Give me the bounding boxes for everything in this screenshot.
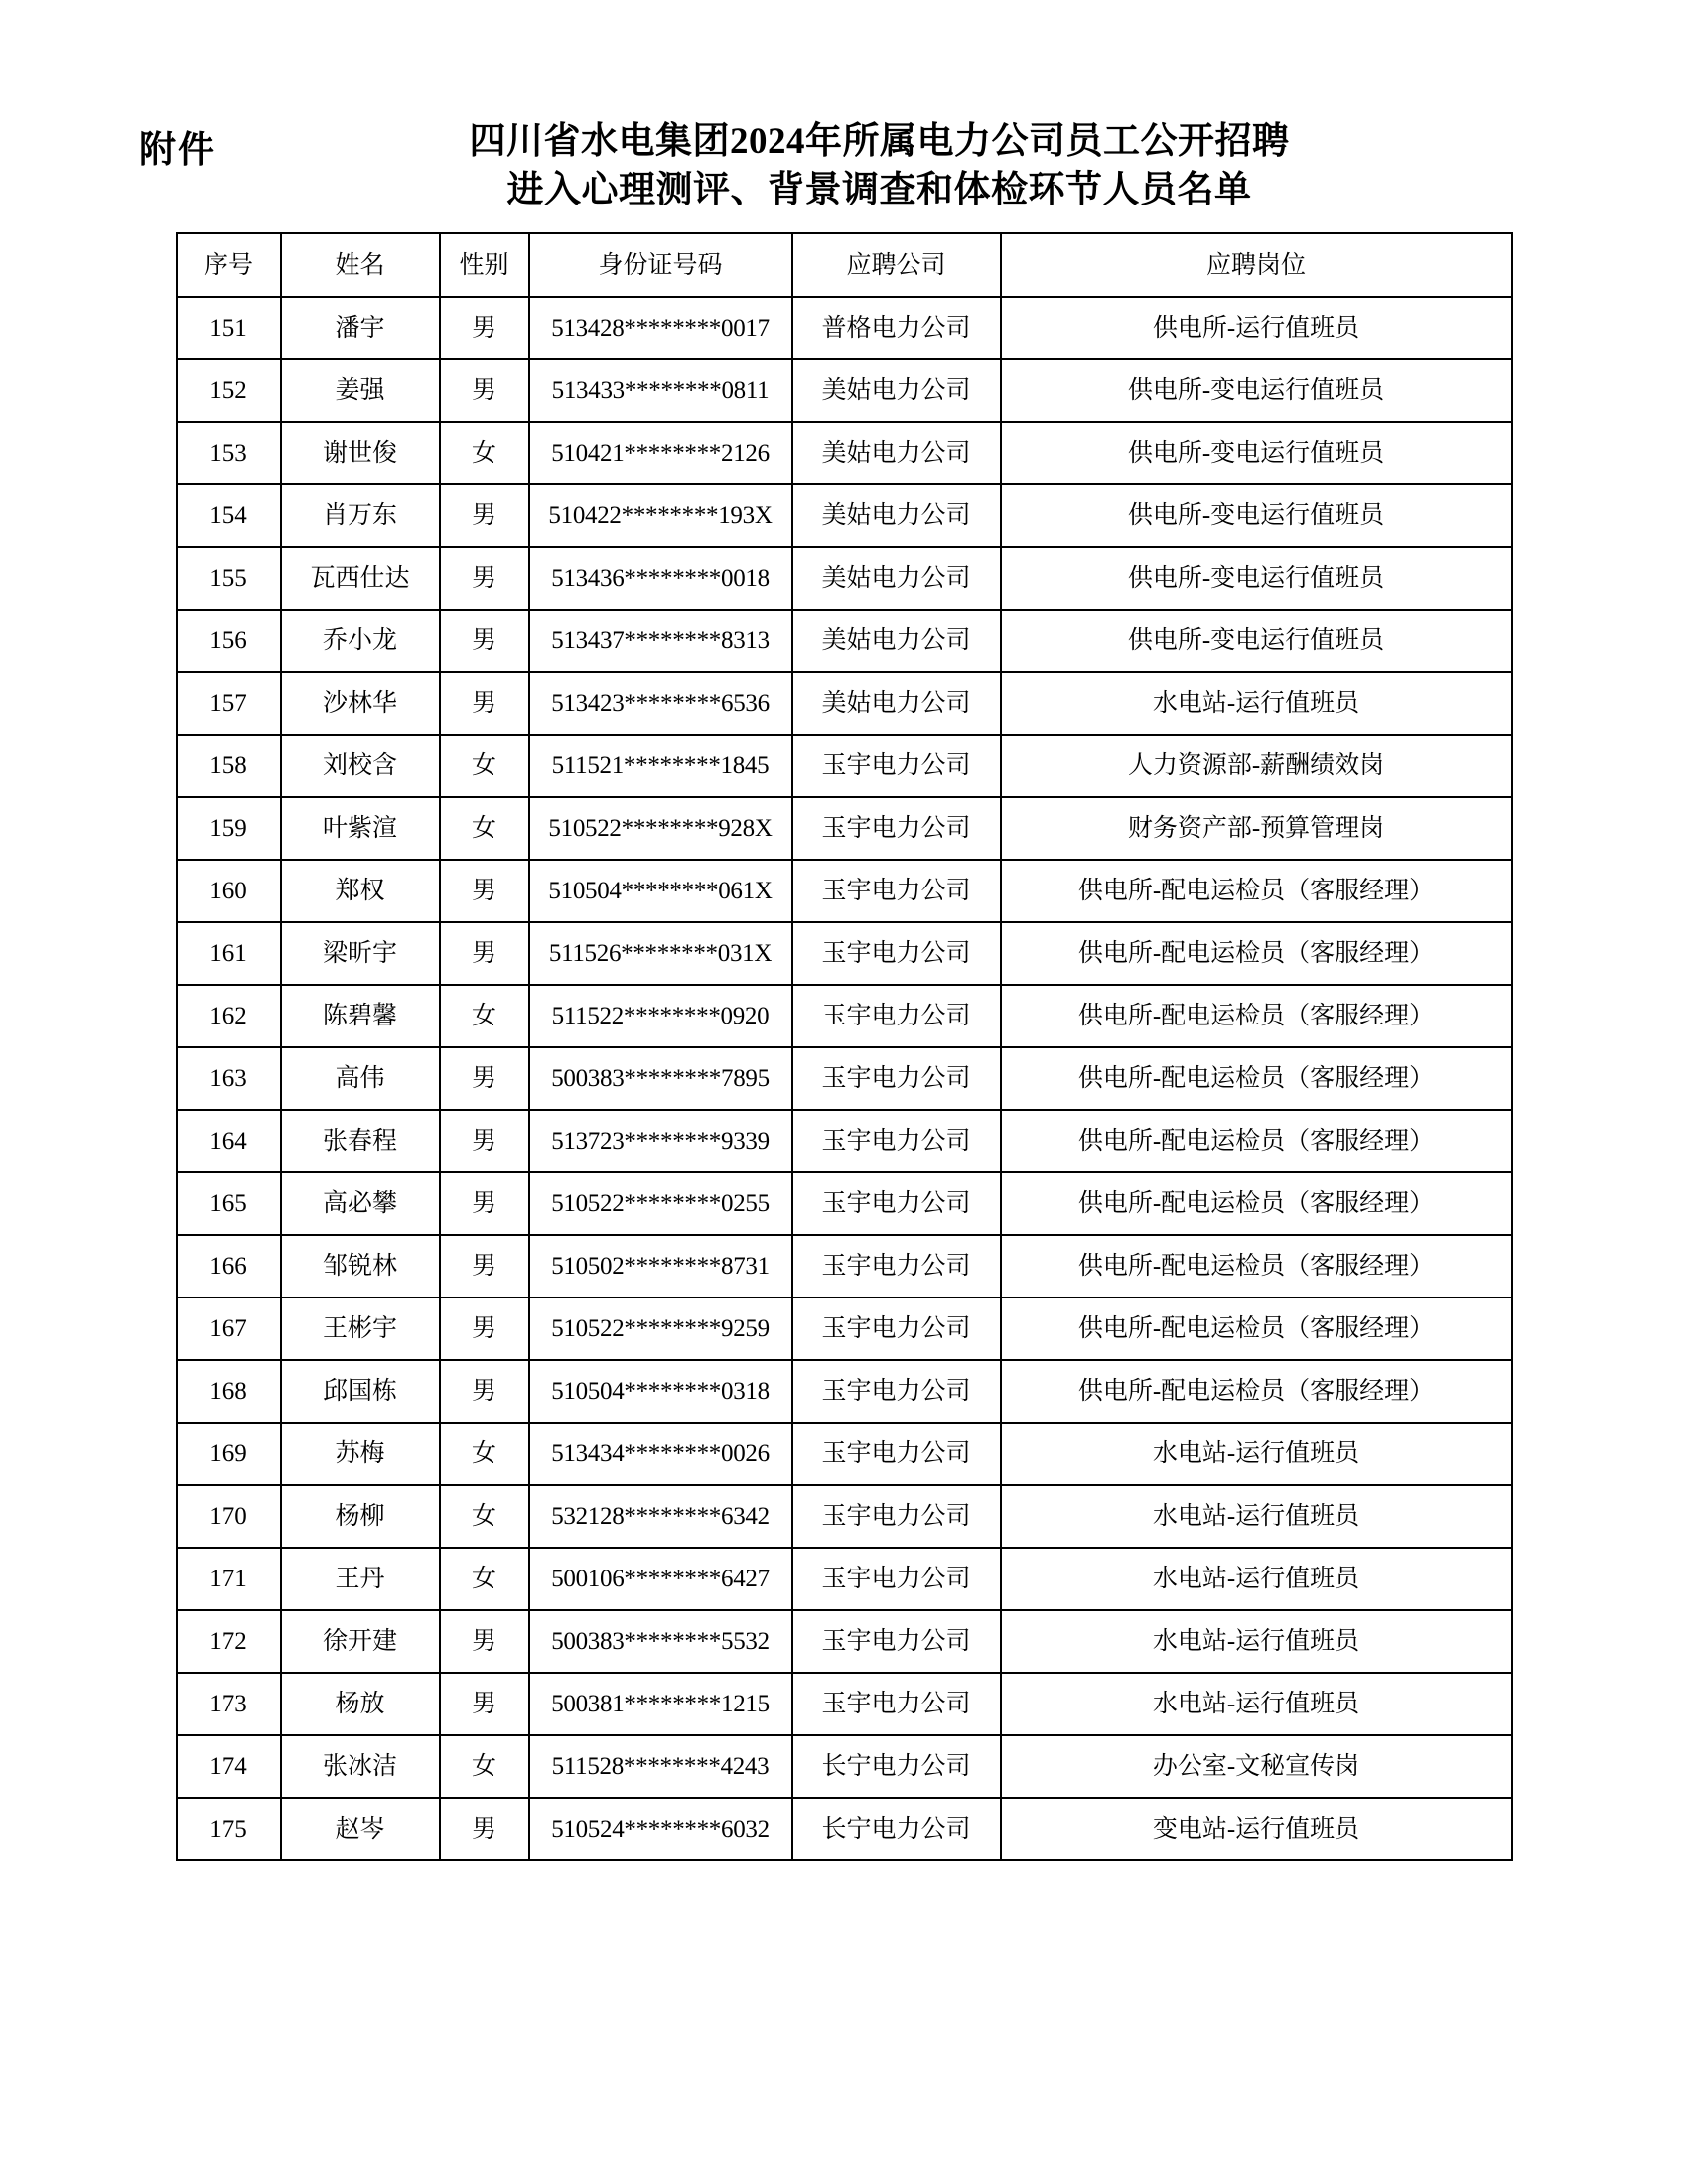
cell-gender: 男 [440, 1798, 529, 1860]
cell-id: 510502********8731 [529, 1235, 792, 1297]
cell-name: 刘校含 [281, 735, 440, 797]
cell-post: 供电所-运行值班员 [1001, 297, 1512, 359]
cell-id: 510522********928X [529, 797, 792, 860]
table-row [177, 1235, 1512, 1297]
cell-name: 谢世俊 [281, 422, 440, 484]
cell-post: 变电站-运行值班员 [1001, 1798, 1512, 1860]
cell-post: 供电所-配电运检员（客服经理） [1001, 1360, 1512, 1423]
table-row [177, 422, 1512, 484]
cell-name: 叶紫渲 [281, 797, 440, 860]
cell-id: 510522********0255 [529, 1172, 792, 1235]
cell-gender: 男 [440, 1360, 529, 1423]
title-line-2: 进入心理测评、背景调查和体检环节人员名单 [506, 170, 1252, 211]
cell-seq: 167 [177, 1297, 281, 1360]
cell-company: 玉宇电力公司 [792, 1110, 1001, 1172]
cell-id: 511521********1845 [529, 735, 792, 797]
table-row [177, 672, 1512, 735]
roster-table [176, 232, 1513, 1861]
cell-name: 高伟 [281, 1047, 440, 1110]
cell-gender: 男 [440, 672, 529, 735]
cell-id: 500381********1215 [529, 1673, 792, 1735]
cell-seq: 157 [177, 672, 281, 735]
cell-post: 水电站-运行值班员 [1001, 1673, 1512, 1735]
cell-seq: 156 [177, 610, 281, 672]
column-header-gender: 性别 [440, 233, 529, 297]
cell-post: 水电站-运行值班员 [1001, 1485, 1512, 1548]
cell-gender: 男 [440, 1673, 529, 1735]
cell-company: 玉宇电力公司 [792, 1172, 1001, 1235]
cell-name: 陈碧馨 [281, 985, 440, 1047]
cell-gender: 男 [440, 1172, 529, 1235]
cell-seq: 155 [177, 547, 281, 610]
cell-post: 供电所-变电运行值班员 [1001, 484, 1512, 547]
cell-id: 510422********193X [529, 484, 792, 547]
table-row [177, 735, 1512, 797]
cell-company: 美姑电力公司 [792, 610, 1001, 672]
cell-seq: 154 [177, 484, 281, 547]
cell-name: 瓦西仕达 [281, 547, 440, 610]
cell-post: 供电所-配电运检员（客服经理） [1001, 1110, 1512, 1172]
table-row [177, 1485, 1512, 1548]
cell-name: 王丹 [281, 1548, 440, 1610]
cell-id: 500383********5532 [529, 1610, 792, 1673]
cell-post: 供电所-变电运行值班员 [1001, 547, 1512, 610]
cell-company: 玉宇电力公司 [792, 1423, 1001, 1485]
cell-gender: 男 [440, 1297, 529, 1360]
table-row [177, 484, 1512, 547]
cell-gender: 女 [440, 1548, 529, 1610]
cell-id: 511526********031X [529, 922, 792, 985]
cell-name: 徐开建 [281, 1610, 440, 1673]
cell-seq: 174 [177, 1735, 281, 1798]
cell-company: 玉宇电力公司 [792, 1047, 1001, 1110]
cell-post: 供电所-变电运行值班员 [1001, 422, 1512, 484]
cell-gender: 男 [440, 922, 529, 985]
cell-name: 邱国栋 [281, 1360, 440, 1423]
cell-id: 510522********9259 [529, 1297, 792, 1360]
cell-seq: 173 [177, 1673, 281, 1735]
cell-seq: 161 [177, 922, 281, 985]
cell-name: 杨放 [281, 1673, 440, 1735]
cell-company: 美姑电力公司 [792, 359, 1001, 422]
cell-name: 张冰洁 [281, 1735, 440, 1798]
cell-seq: 163 [177, 1047, 281, 1110]
cell-gender: 男 [440, 547, 529, 610]
cell-seq: 172 [177, 1610, 281, 1673]
cell-seq: 175 [177, 1798, 281, 1860]
cell-gender: 女 [440, 735, 529, 797]
cell-name: 张春程 [281, 1110, 440, 1172]
table-row [177, 1610, 1512, 1673]
cell-post: 供电所-配电运检员（客服经理） [1001, 985, 1512, 1047]
cell-seq: 169 [177, 1423, 281, 1485]
table-body [177, 297, 1512, 1860]
cell-post: 水电站-运行值班员 [1001, 1610, 1512, 1673]
table-row [177, 985, 1512, 1047]
cell-seq: 168 [177, 1360, 281, 1423]
cell-gender: 女 [440, 422, 529, 484]
cell-seq: 160 [177, 860, 281, 922]
cell-id: 513437********8313 [529, 610, 792, 672]
cell-gender: 男 [440, 1235, 529, 1297]
cell-company: 玉宇电力公司 [792, 1548, 1001, 1610]
cell-name: 郑权 [281, 860, 440, 922]
cell-seq: 166 [177, 1235, 281, 1297]
cell-id: 511522********0920 [529, 985, 792, 1047]
cell-name: 赵岑 [281, 1798, 440, 1860]
cell-post: 供电所-配电运检员（客服经理） [1001, 1047, 1512, 1110]
table-header-row [177, 233, 1512, 297]
cell-gender: 女 [440, 985, 529, 1047]
cell-id: 513436********0018 [529, 547, 792, 610]
cell-post: 供电所-变电运行值班员 [1001, 610, 1512, 672]
document-header [134, 117, 1554, 214]
cell-post: 水电站-运行值班员 [1001, 1423, 1512, 1485]
cell-gender: 男 [440, 1047, 529, 1110]
cell-seq: 162 [177, 985, 281, 1047]
cell-name: 姜强 [281, 359, 440, 422]
table-row [177, 610, 1512, 672]
cell-name: 王彬宇 [281, 1297, 440, 1360]
cell-post: 水电站-运行值班员 [1001, 1548, 1512, 1610]
cell-id: 510504********061X [529, 860, 792, 922]
cell-post: 财务资产部-预算管理岗 [1001, 797, 1512, 860]
cell-company: 美姑电力公司 [792, 484, 1001, 547]
cell-seq: 151 [177, 297, 281, 359]
cell-post: 供电所-配电运检员（客服经理） [1001, 1172, 1512, 1235]
cell-id: 513428********0017 [529, 297, 792, 359]
cell-company: 玉宇电力公司 [792, 797, 1001, 860]
cell-name: 苏梅 [281, 1423, 440, 1485]
cell-name: 沙林华 [281, 672, 440, 735]
cell-seq: 165 [177, 1172, 281, 1235]
cell-company: 玉宇电力公司 [792, 922, 1001, 985]
cell-id: 510421********2126 [529, 422, 792, 484]
cell-company: 玉宇电力公司 [792, 1235, 1001, 1297]
cell-gender: 男 [440, 1110, 529, 1172]
cell-id: 500106********6427 [529, 1548, 792, 1610]
cell-name: 乔小龙 [281, 610, 440, 672]
cell-post: 供电所-配电运检员（客服经理） [1001, 1235, 1512, 1297]
cell-id: 532128********6342 [529, 1485, 792, 1548]
cell-company: 美姑电力公司 [792, 672, 1001, 735]
cell-company: 美姑电力公司 [792, 422, 1001, 484]
table-row [177, 860, 1512, 922]
cell-post: 办公室-文秘宣传岗 [1001, 1735, 1512, 1798]
cell-company: 玉宇电力公司 [792, 1485, 1001, 1548]
cell-id: 500383********7895 [529, 1047, 792, 1110]
table-row [177, 797, 1512, 860]
cell-gender: 男 [440, 610, 529, 672]
table-row [177, 922, 1512, 985]
cell-name: 杨柳 [281, 1485, 440, 1548]
column-header-seq: 序号 [177, 233, 281, 297]
cell-gender: 女 [440, 1485, 529, 1548]
attachment-label: 附件 [139, 130, 216, 171]
cell-name: 梁昕宇 [281, 922, 440, 985]
cell-post: 供电所-配电运检员（客服经理） [1001, 1297, 1512, 1360]
cell-gender: 男 [440, 1610, 529, 1673]
cell-company: 美姑电力公司 [792, 547, 1001, 610]
cell-post: 供电所-变电运行值班员 [1001, 359, 1512, 422]
cell-seq: 171 [177, 1548, 281, 1610]
cell-post: 供电所-配电运检员（客服经理） [1001, 860, 1512, 922]
cell-company: 长宁电力公司 [792, 1735, 1001, 1798]
table-row [177, 1172, 1512, 1235]
cell-company: 玉宇电力公司 [792, 735, 1001, 797]
cell-seq: 164 [177, 1110, 281, 1172]
cell-gender: 女 [440, 1423, 529, 1485]
cell-post: 水电站-运行值班员 [1001, 672, 1512, 735]
cell-name: 潘宇 [281, 297, 440, 359]
column-header-company: 应聘公司 [792, 233, 1001, 297]
cell-seq: 170 [177, 1485, 281, 1548]
cell-gender: 女 [440, 1735, 529, 1798]
cell-company: 玉宇电力公司 [792, 1610, 1001, 1673]
table-row [177, 1360, 1512, 1423]
cell-name: 高必攀 [281, 1172, 440, 1235]
column-header-post: 应聘岗位 [1001, 233, 1512, 297]
cell-post: 供电所-配电运检员（客服经理） [1001, 922, 1512, 985]
cell-company: 长宁电力公司 [792, 1798, 1001, 1860]
column-header-id: 身份证号码 [529, 233, 792, 297]
table-row [177, 1673, 1512, 1735]
cell-gender: 男 [440, 359, 529, 422]
cell-name: 邹锐林 [281, 1235, 440, 1297]
table-row [177, 1110, 1512, 1172]
table-row [177, 297, 1512, 359]
table-row [177, 1047, 1512, 1110]
cell-id: 510524********6032 [529, 1798, 792, 1860]
cell-id: 510504********0318 [529, 1360, 792, 1423]
cell-company: 玉宇电力公司 [792, 860, 1001, 922]
cell-gender: 男 [440, 860, 529, 922]
table-row [177, 1423, 1512, 1485]
table-row [177, 1297, 1512, 1360]
cell-company: 玉宇电力公司 [792, 1673, 1001, 1735]
table-row [177, 359, 1512, 422]
cell-id: 513433********0811 [529, 359, 792, 422]
cell-company: 玉宇电力公司 [792, 1360, 1001, 1423]
cell-id: 513423********6536 [529, 672, 792, 735]
cell-id: 513434********0026 [529, 1423, 792, 1485]
cell-seq: 152 [177, 359, 281, 422]
cell-company: 普格电力公司 [792, 297, 1001, 359]
cell-name: 肖万东 [281, 484, 440, 547]
cell-post: 人力资源部-薪酬绩效岗 [1001, 735, 1512, 797]
table-row [177, 547, 1512, 610]
cell-id: 513723********9339 [529, 1110, 792, 1172]
title-line-1: 四川省水电集团2024年所属电力公司员工公开招聘 [469, 121, 1290, 162]
cell-gender: 男 [440, 484, 529, 547]
cell-seq: 158 [177, 735, 281, 797]
table-row [177, 1548, 1512, 1610]
page-title [244, 117, 1514, 214]
cell-seq: 159 [177, 797, 281, 860]
cell-company: 玉宇电力公司 [792, 985, 1001, 1047]
cell-company: 玉宇电力公司 [792, 1297, 1001, 1360]
cell-seq: 153 [177, 422, 281, 484]
table-row [177, 1735, 1512, 1798]
column-header-name: 姓名 [281, 233, 440, 297]
cell-gender: 女 [440, 797, 529, 860]
cell-id: 511528********4243 [529, 1735, 792, 1798]
table-row [177, 1798, 1512, 1860]
cell-gender: 男 [440, 297, 529, 359]
